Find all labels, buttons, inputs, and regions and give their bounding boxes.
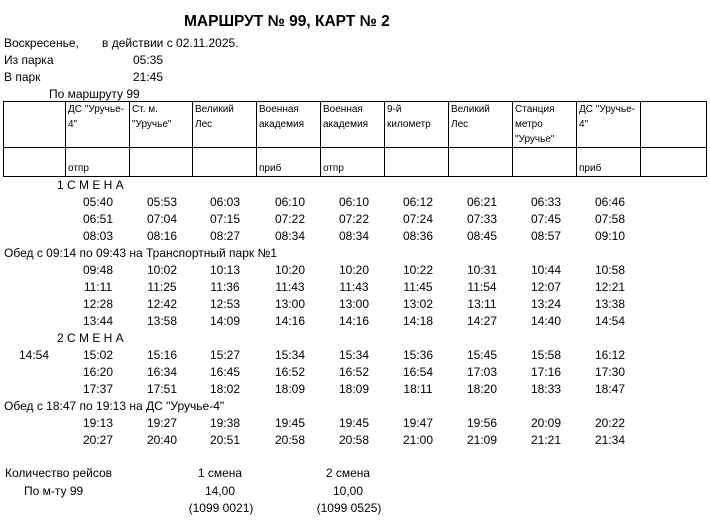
trip-time: 05:40 (82, 195, 114, 209)
trip-time: 17:30 (594, 365, 626, 379)
trip-time: 06:33 (530, 195, 562, 209)
trip-row (0, 364, 710, 381)
route-label: По маршруту 99 (49, 87, 140, 101)
trip-time: 10:13 (209, 263, 241, 277)
trip-time: 18:09 (274, 382, 306, 396)
trip-row (0, 194, 710, 211)
trip-time: 15:45 (466, 348, 498, 362)
trip-count-label: Количество рейсов (5, 466, 113, 480)
empty-cell (641, 148, 707, 177)
trip-time: 19:47 (402, 416, 434, 430)
stop-marks-row (4, 148, 707, 177)
trip-time: 16:34 (146, 365, 178, 379)
trip-time: 17:37 (82, 382, 114, 396)
lunch-break-1: Обед с 09:14 по 09:43 на Транспортный парк №1 (4, 246, 277, 260)
trip-time: 13:11 (467, 297, 497, 311)
trip-time: 10:44 (530, 263, 562, 277)
trip-time: 13:00 (274, 297, 306, 311)
trip-time: 13:00 (338, 297, 370, 311)
trip-time: 20:51 (209, 433, 241, 447)
stop-name: 9-й километр (385, 102, 449, 148)
trip-time: 12:21 (594, 280, 626, 294)
stop-names-row (4, 102, 707, 148)
trip-time: 11:43 (339, 280, 369, 294)
trip-time: 11:11 (83, 280, 113, 294)
trip-time: 20:22 (594, 416, 626, 430)
stop-mark: приб (577, 148, 641, 177)
corner-cell (4, 148, 66, 177)
trip-time: 19:38 (209, 416, 241, 430)
trip-time: 21:09 (466, 433, 498, 447)
trip-time: 07:04 (146, 212, 178, 226)
trip-time: 14:27 (466, 314, 498, 328)
trip-time: 18:09 (338, 382, 370, 396)
trip-time: 13:38 (594, 297, 626, 311)
trip-time: 07:58 (594, 212, 626, 226)
trip-time: 21:34 (594, 433, 626, 447)
trip-time: 15:34 (274, 348, 306, 362)
trip-time: 13:58 (146, 314, 178, 328)
stop-mark (385, 148, 449, 177)
trip-time: 18:11 (403, 382, 433, 396)
trip-time: 16:45 (209, 365, 241, 379)
trip-time: 19:13 (82, 416, 114, 430)
stop-mark: отпр (66, 148, 130, 177)
corner-cell (4, 102, 66, 148)
trip-time: 08:27 (209, 229, 241, 243)
trip-time: 07:22 (338, 212, 370, 226)
trip-time: 18:02 (209, 382, 241, 396)
trip-time: 06:03 (209, 195, 241, 209)
trip-time: 17:51 (146, 382, 178, 396)
trip-time: 06:21 (466, 195, 498, 209)
trip-time: 11:36 (210, 280, 240, 294)
trip-time: 06:51 (82, 212, 114, 226)
shift-change-time: 14:54 (19, 348, 50, 362)
trip-time: 16:12 (594, 348, 626, 362)
trip-time: 20:40 (146, 433, 178, 447)
shift2-heading: 2 С М Е Н А (57, 331, 124, 345)
trip-row (0, 432, 710, 449)
to-park-label: В парк (4, 70, 41, 84)
shift1-heading: 1 С М Е Н А (57, 178, 124, 192)
trip-time: 13:24 (530, 297, 562, 311)
valid-from: в действии с 02.11.2025. (102, 36, 239, 50)
trip-time: 19:45 (338, 416, 370, 430)
trip-time: 08:03 (82, 229, 114, 243)
trip-row (0, 296, 710, 313)
trip-time: 14:18 (402, 314, 434, 328)
trip-time: 10:31 (466, 263, 498, 277)
trip-time: 05:53 (146, 195, 178, 209)
trip-time: 20:58 (274, 433, 306, 447)
trip-time: 16:20 (82, 365, 114, 379)
trip-time: 18:47 (594, 382, 626, 396)
trip-time: 12:53 (209, 297, 241, 311)
stop-mark (193, 148, 257, 177)
out-of-park-label: Из парка (4, 53, 54, 67)
out-of-park-time: 05:35 (133, 53, 164, 67)
stop-name: ДС "Уручье- 4" (577, 102, 641, 148)
shift2-header: 2 смена (325, 466, 371, 480)
stop-mark: приб (257, 148, 321, 177)
trip-time: 17:03 (466, 365, 498, 379)
trip-time: 13:02 (402, 297, 434, 311)
trip-time: 12:07 (530, 280, 562, 294)
trip-time: 07:24 (402, 212, 434, 226)
lunch-break-2: Обед с 18:47 по 19:13 на ДС "Уручье-4" (4, 399, 225, 413)
trip-row (0, 228, 710, 245)
trip-time: 07:15 (209, 212, 241, 226)
trip-row (0, 279, 710, 296)
trip-time: 21:21 (530, 433, 562, 447)
stop-mark (449, 148, 513, 177)
trip-time: 10:22 (402, 263, 434, 277)
trip-time: 07:33 (466, 212, 498, 226)
shift1-header: 1 смена (197, 466, 243, 480)
trip-row (0, 381, 710, 398)
shift2-code: (1099 0525) (316, 501, 382, 515)
trip-time: 14:54 (594, 314, 626, 328)
stop-name: ДС "Уручье- 4" (66, 102, 130, 148)
trip-row (0, 313, 710, 330)
trip-time: 16:54 (402, 365, 434, 379)
trip-time: 21:00 (402, 433, 434, 447)
shift2-count: 10,00 (332, 484, 364, 498)
trip-time: 15:02 (82, 348, 114, 362)
trip-time: 10:20 (274, 263, 306, 277)
to-park-time: 21:45 (133, 70, 164, 84)
trip-time: 16:52 (338, 365, 370, 379)
trip-time: 15:27 (209, 348, 241, 362)
trip-time: 20:09 (530, 416, 562, 430)
trip-time: 14:16 (338, 314, 370, 328)
stop-name: Станция метро "Уручье" (513, 102, 577, 148)
trip-time: 11:25 (147, 280, 177, 294)
stop-name: Военная академия (257, 102, 321, 148)
trip-time: 13:44 (82, 314, 114, 328)
day-of-week: Воскресенье, (4, 36, 79, 50)
shift1-code: (1099 0021) (188, 501, 254, 515)
trip-time: 18:33 (530, 382, 562, 396)
trip-time: 08:45 (466, 229, 498, 243)
stop-name: Ст. м. "Уручье" (130, 102, 193, 148)
trip-time: 09:10 (594, 229, 626, 243)
trip-time: 11:54 (467, 280, 497, 294)
trip-time: 14:09 (209, 314, 241, 328)
trip-time: 10:02 (146, 263, 178, 277)
trip-time: 06:10 (274, 195, 306, 209)
trip-time: 06:12 (402, 195, 434, 209)
empty-cell (641, 102, 707, 148)
stop-name: Военная академия (321, 102, 385, 148)
trip-row (0, 211, 710, 228)
trip-time: 08:57 (530, 229, 562, 243)
shift1-count: 14,00 (204, 484, 236, 498)
trip-time: 06:46 (594, 195, 626, 209)
trip-time: 19:27 (146, 416, 178, 430)
trip-time: 08:34 (274, 229, 306, 243)
trip-time: 17:16 (530, 365, 562, 379)
trip-time: 06:10 (338, 195, 370, 209)
stop-name: Великий Лес (449, 102, 513, 148)
page-title: МАРШРУТ № 99, КАРТ № 2 (184, 13, 390, 30)
trip-time: 14:40 (530, 314, 562, 328)
stop-name: Великий Лес (193, 102, 257, 148)
stop-mark (130, 148, 193, 177)
trip-time: 09:48 (82, 263, 114, 277)
trip-time: 15:36 (402, 348, 434, 362)
trip-time: 11:45 (403, 280, 433, 294)
stops-header-table (3, 101, 707, 177)
trip-row (0, 262, 710, 279)
trip-time: 10:20 (338, 263, 370, 277)
trip-time: 11:43 (275, 280, 305, 294)
trip-time: 19:56 (466, 416, 498, 430)
trip-time: 15:16 (146, 348, 178, 362)
trip-time: 18:20 (466, 382, 498, 396)
trip-time: 19:45 (274, 416, 306, 430)
trip-time: 15:34 (338, 348, 370, 362)
stop-mark: отпр (321, 148, 385, 177)
trip-time: 08:36 (402, 229, 434, 243)
trip-time: 12:42 (146, 297, 178, 311)
stop-mark (513, 148, 577, 177)
trip-time: 08:34 (338, 229, 370, 243)
trip-time: 07:45 (530, 212, 562, 226)
trip-time: 20:58 (338, 433, 370, 447)
trip-time: 15:58 (530, 348, 562, 362)
trip-time: 10:58 (594, 263, 626, 277)
trip-row (0, 347, 710, 364)
trip-time: 08:16 (146, 229, 178, 243)
trip-time: 14:16 (274, 314, 306, 328)
trip-time: 07:22 (274, 212, 306, 226)
trip-time: 16:52 (274, 365, 306, 379)
trip-time: 12:28 (82, 297, 114, 311)
trip-time: 20:27 (82, 433, 114, 447)
route-row-label: По м-ту 99 (24, 484, 84, 498)
trip-row (0, 415, 710, 432)
